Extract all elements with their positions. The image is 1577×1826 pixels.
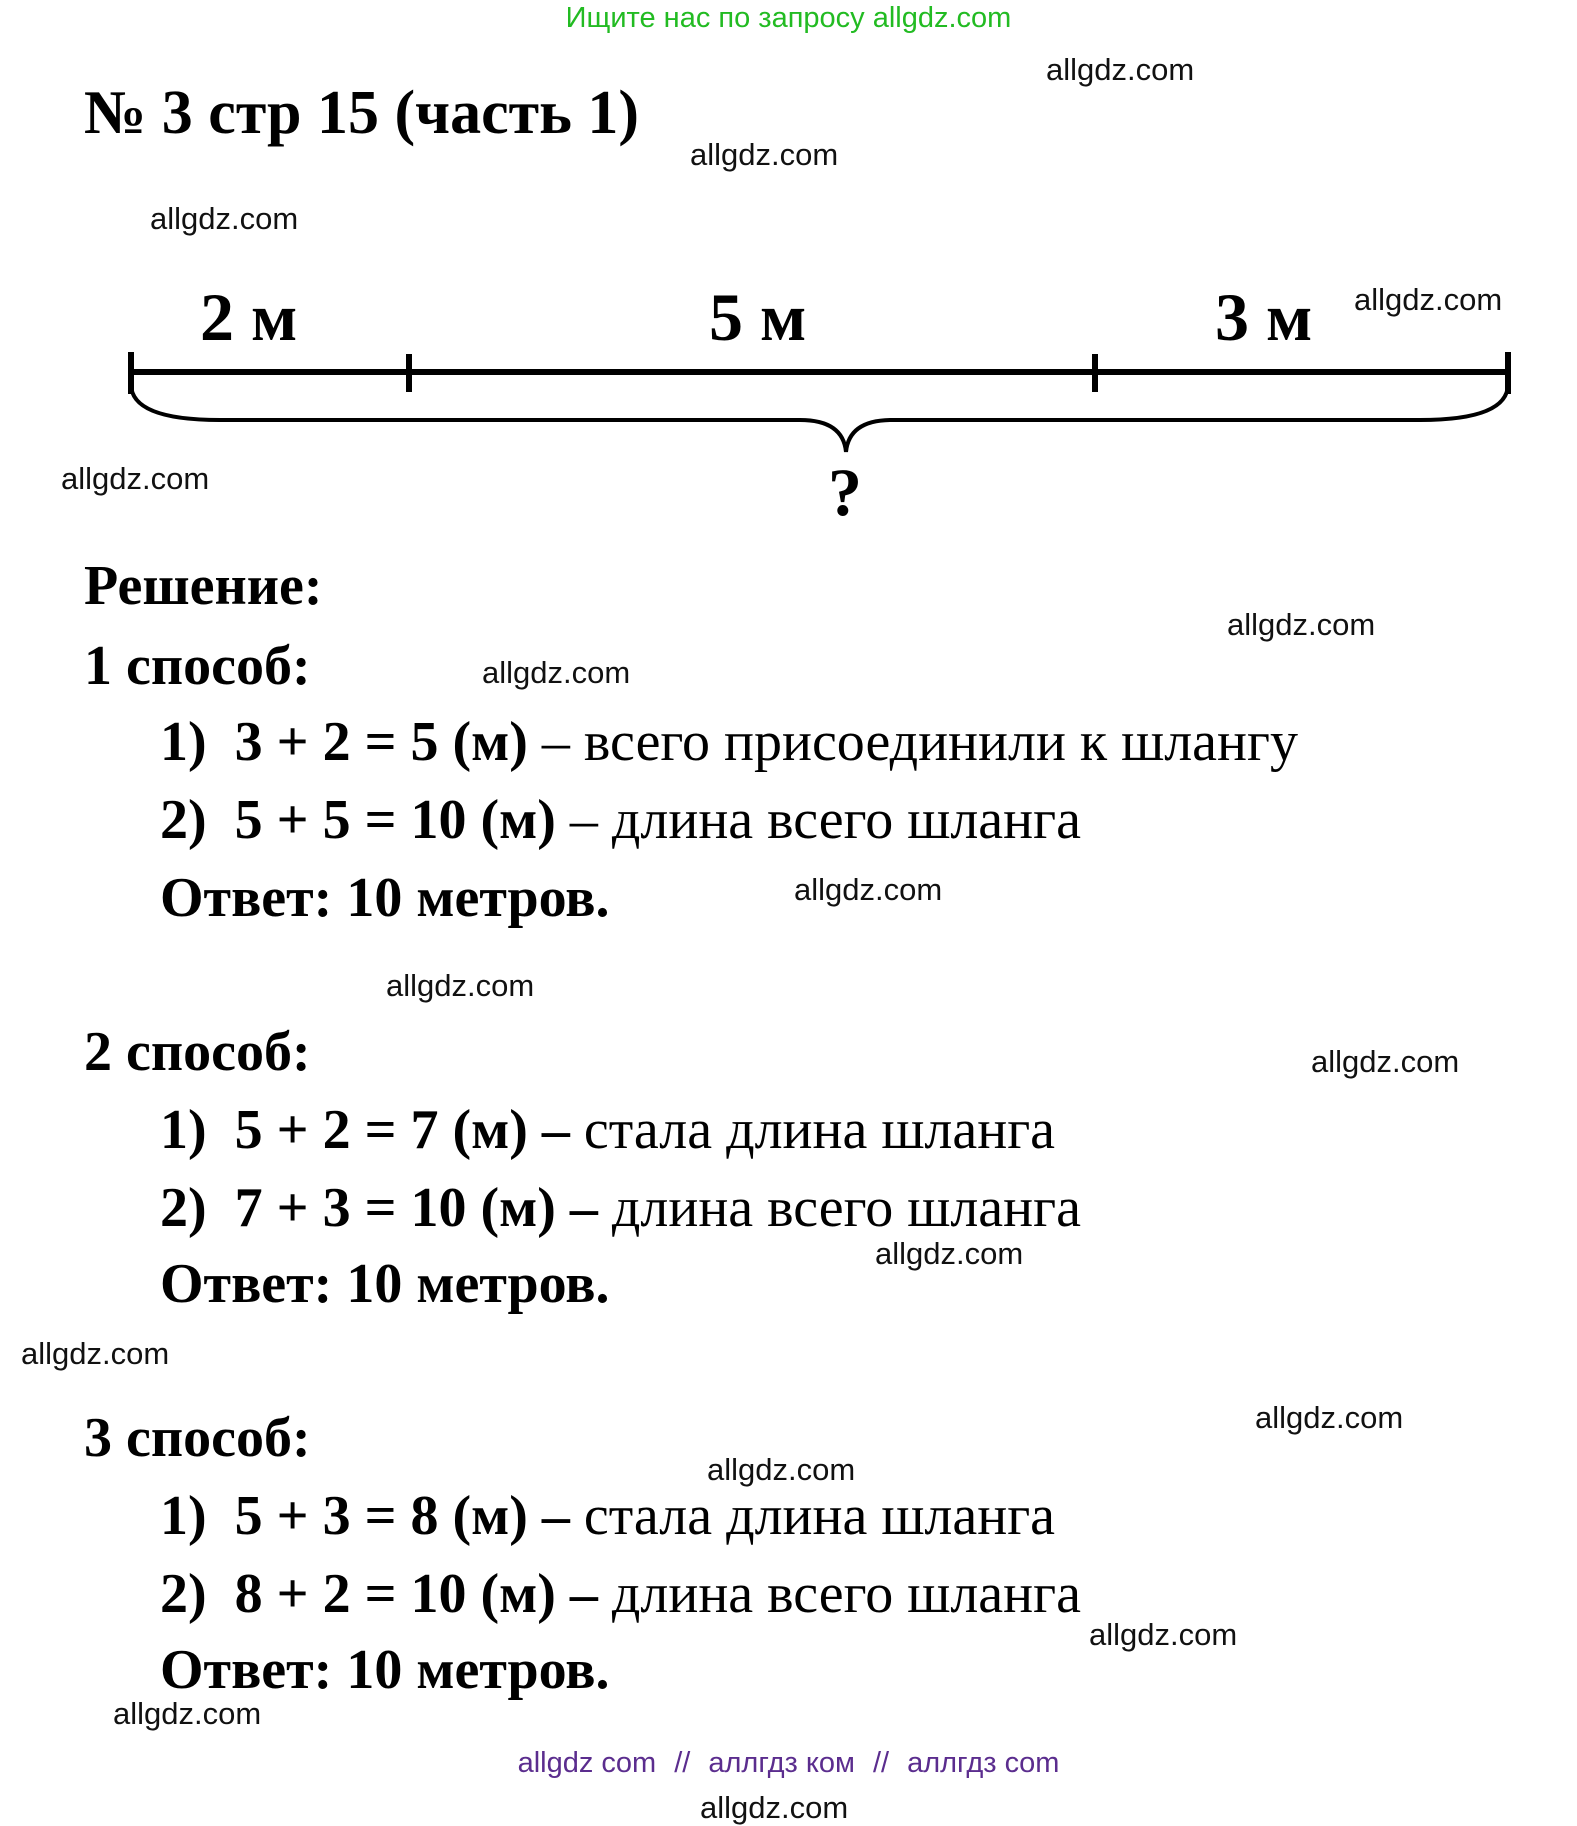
question-mark: ? [828,454,862,530]
step-dash: – [541,1485,570,1547]
step-dash: – [569,1177,598,1239]
segment-diagram [0,0,1577,560]
step-expr: 3 + 2 = 5 (м) [234,711,528,773]
watermark: allgdz.com [1089,1617,1238,1652]
method-1-answer: Ответ: 10 метров. [160,867,610,929]
step-dash: – [569,1563,598,1625]
method-1-step-1 [160,710,1298,774]
method-3-heading: 3 способ: [84,1407,311,1469]
footer-link-1[interactable]: allgdz com [517,1747,657,1779]
step-expr: 8 + 2 = 10 (м) [234,1563,556,1625]
segment-label-2: 5 м [709,279,807,355]
step-num: 2) [160,1563,207,1625]
brace [131,384,1508,452]
step-desc: стала длина шланга [569,1099,1056,1161]
watermark: allgdz.com [1046,52,1195,87]
segment-label-1: 2 м [200,279,298,355]
footer [0,1747,1577,1780]
method-1-step-2 [160,788,1081,852]
watermark: allgdz.com [113,1696,262,1731]
footer-sep: // [674,1747,691,1779]
page-title: № 3 стр 15 (часть 1) [84,79,640,147]
method-2-step-1 [160,1098,1055,1162]
watermark: allgdz.com [386,968,535,1003]
step-expr: 5 + 2 = 7 (м) [234,1099,528,1161]
method-2-step-2 [160,1176,1081,1240]
step-expr: 7 + 3 = 10 (м) [234,1177,556,1239]
step-num: 1) [160,711,207,773]
method-1-heading: 1 способ: [84,635,311,697]
step-expr: 5 + 3 = 8 (м) [234,1485,528,1547]
method-3-step-2 [160,1562,1081,1626]
method-3-answer: Ответ: 10 метров. [160,1639,610,1701]
step-num: 2) [160,789,207,851]
watermark: allgdz.com [794,872,943,907]
watermark: allgdz.com [150,201,299,236]
top-banner: Ищите нас по запросу allgdz.com [565,2,1012,34]
footer-link-2[interactable]: аллгдз ком [708,1747,855,1779]
watermark: allgdz.com [1354,282,1503,317]
watermark-hidden: allgdz.com [700,1790,849,1825]
watermark: allgdz.com [482,655,631,690]
method-3-step-1 [160,1484,1055,1548]
step-desc: длина всего шланга [597,1563,1081,1625]
step-desc: – длина всего шланга [569,789,1081,851]
step-desc: длина всего шланга [597,1177,1081,1239]
solution-heading: Решение: [84,555,323,617]
segment-label-3: 3 м [1215,279,1313,355]
step-expr: 5 + 5 = 10 (м) [234,789,556,851]
method-2-answer: Ответ: 10 метров. [160,1253,610,1315]
step-desc: – всего присоединили к шлангу [541,711,1298,773]
watermark: allgdz.com [1311,1044,1460,1079]
step-dash: – [541,1099,570,1161]
step-desc: стала длина шланга [569,1485,1056,1547]
watermark: allgdz.com [690,137,839,172]
footer-sep: // [872,1747,890,1779]
step-num: 2) [160,1177,207,1239]
watermark: allgdz.com [1255,1400,1404,1435]
watermark: allgdz.com [1227,607,1376,642]
footer-link-3[interactable]: аллгдз com [907,1747,1060,1779]
method-2-heading: 2 способ: [84,1021,311,1083]
watermark: allgdz.com [21,1336,170,1371]
watermark: allgdz.com [61,461,210,496]
watermark: allgdz.com [875,1236,1024,1271]
watermark: allgdz.com [707,1452,856,1487]
step-num: 1) [160,1099,207,1161]
step-num: 1) [160,1485,207,1547]
